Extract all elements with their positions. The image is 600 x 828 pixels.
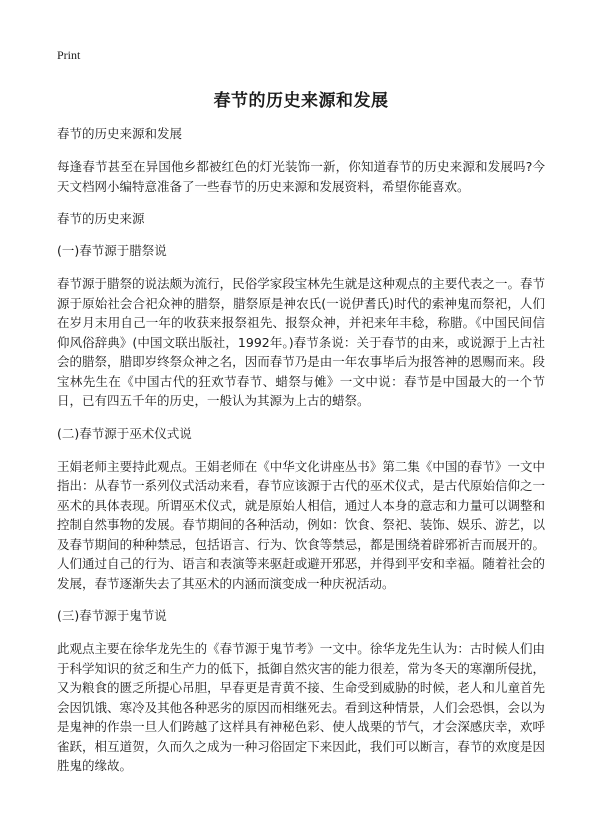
document-title: 春节的历史来源和发展	[213, 91, 389, 111]
section-heading-3: (三)春节源于鬼节说	[57, 608, 167, 623]
section-body-2: 王娟老师主要持此观点。王娟老师在《中华文化讲座丛书》第二集《中国的春节》一文中指出：从春节一系列仪式活动来看，春节应该源于古代的巫术仪式，是古代原始信仰之一巫术的具体表现。所谓巫术仪式，就是原始人相信，通过人本身的意志和力量可以调整和控制自然事物的发展。春节期间的各种活动，例如：饮食、祭祀、装饰、娱乐、游艺，以及春节期间的种种禁忌，包括语言、行为、饮食等禁忌，都是围绕着辟邪祈吉而展开的。人们通过自己的行为、语言和表演等来驱赶或避开邪恶，并得到平安和幸福。随着社会的发展，春节逐渐失去了其巫术的内涵而演变成一种庆祝活动。	[57, 458, 545, 591]
print-link[interactable]: Print	[57, 48, 81, 62]
section-body-3: 此观点主要在徐华龙先生的《春节源于鬼节考》一文中。徐华龙先生认为：古时候人们由于科学知识的贫乏和生产力的低下，抵御自然灾害的能力很差，常为冬天的寒潮所侵扰，又为粮食的匮乏所提心吊胆，早春更是青黄不接、生命受到威胁的时候，老人和儿童首先会因饥饿、寒冷及其他各种恶劣的原因而相继死去。看到这种情景，人们会恐惧，会以为是鬼神的作祟一旦人们跨越了这样具有神秘色彩、使人战栗的节气，才会深感庆幸，欢呼雀跃，相互道贺，久而久之成为一种习俗固定下来因此，我们可以断言，春节的欢度是因胜鬼的缘故。	[57, 641, 545, 773]
section-title: 春节的历史来源	[57, 211, 145, 226]
document-subtitle: 春节的历史来源和发展	[57, 126, 183, 141]
section-body-1: 春节源于腊祭的说法颇为流行，民俗学家段宝林先生就是这种观点的主要代表之一。春节源于原始社会合祀众神的腊祭，腊祭原是神农氏(一说伊耆氏)时代的索神鬼而祭祀，人们在岁月末用自己一年的收获来报祭祖先、报祭众神，并祀来年丰稔，称腊。《中国民间信仰风俗辞典》(中国文联出版社，1992年。)春节条说：关于春节的由来，或说源于上古社会的腊祭，腊即岁终祭众神之名，因而春节乃是由一年农事毕后为报答神的恩赐而来。段宝林先生在《中国古代的狂欢节春节、蜡祭与傩》一文中说：春节是中国最大的一个节日，已有四五千年的历史，一般认为其源为上古的蜡祭。	[57, 276, 545, 408]
section-heading-2: (二)春节源于巫术仪式说	[57, 425, 192, 441]
section-heading-1: (一)春节源于腊祭说	[57, 243, 167, 258]
intro-paragraph: 每逢春节甚至在异国他乡都被红色的灯光装饰一新，你知道春节的历史来源和发展吗?今天文档网小编特意准备了一些春节的历史来源和发展资料，希望你能喜欢。	[57, 159, 545, 194]
